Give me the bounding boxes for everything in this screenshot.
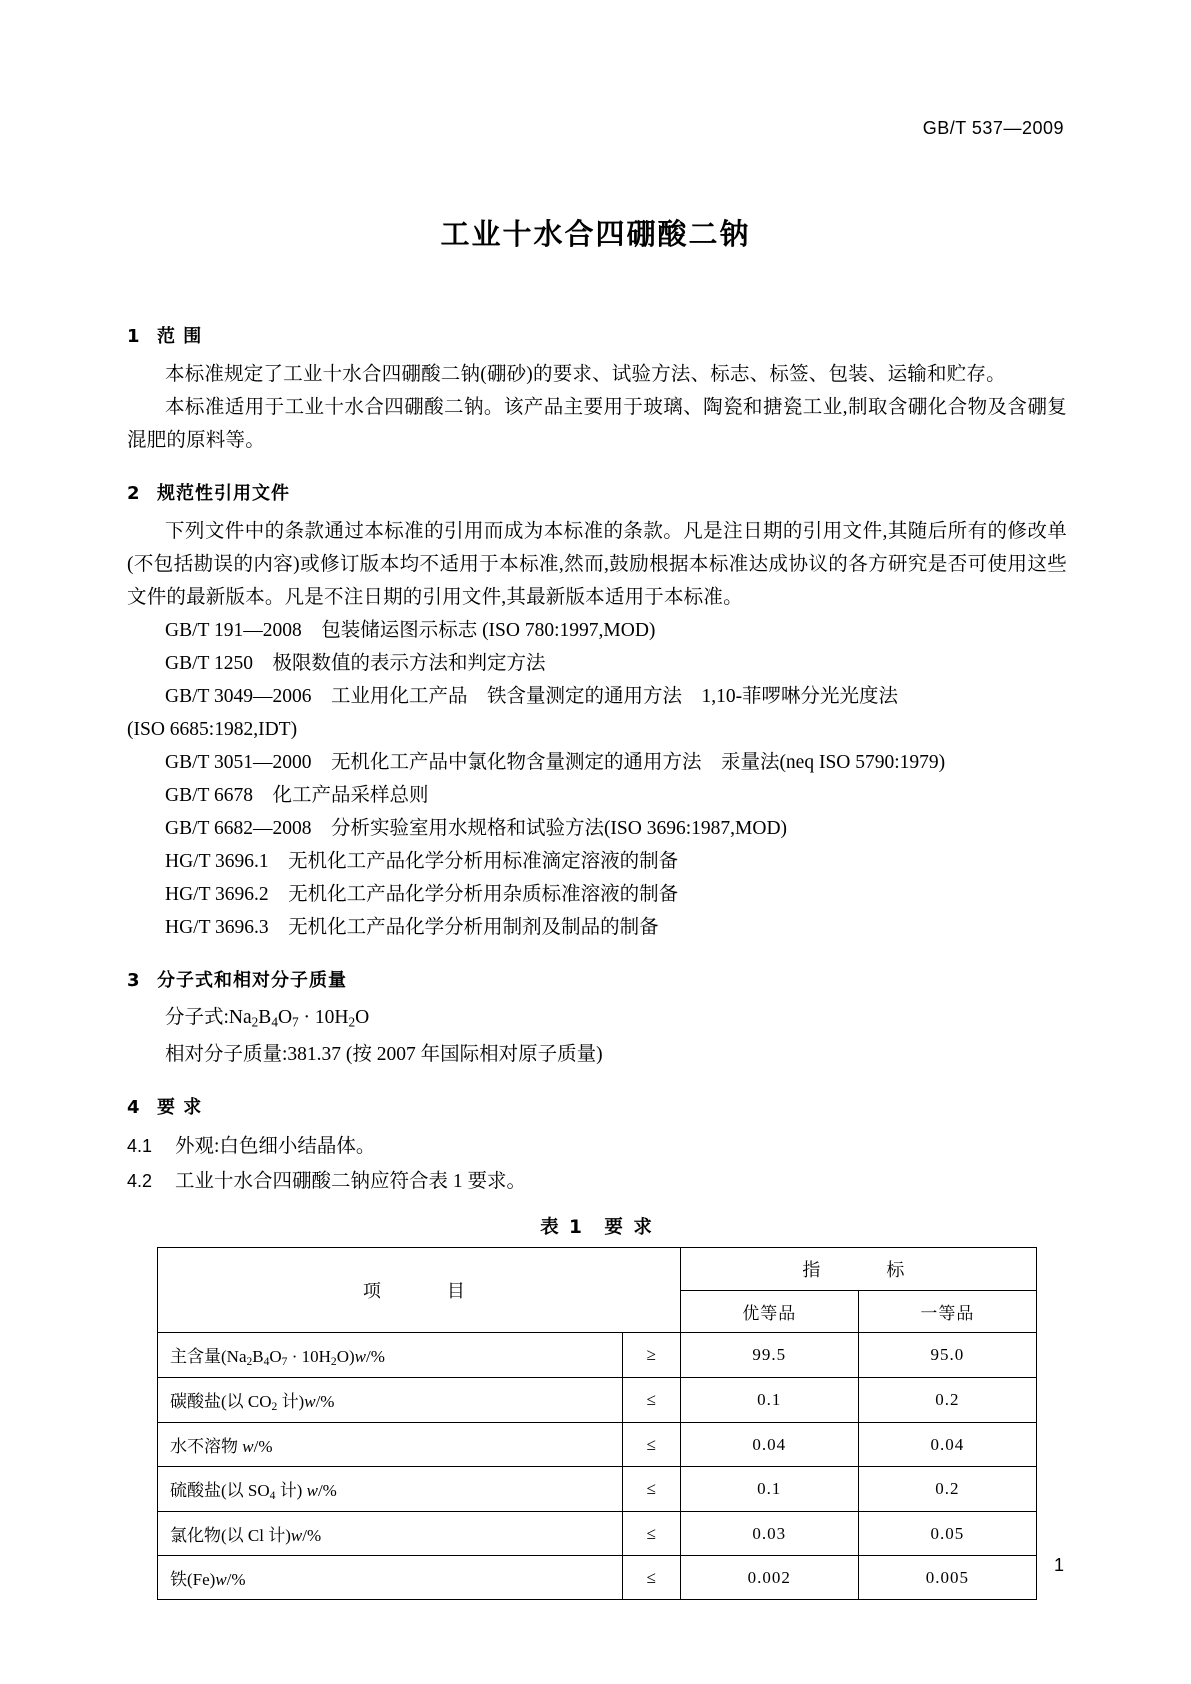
row-item-label: 氯化物(以 Cl 计)w/% [158,1512,623,1556]
row-value-superior: 0.04 [680,1423,858,1467]
section-3-number: 3 [127,970,141,991]
row-symbol: ≤ [622,1377,680,1422]
row-value-first: 0.005 [858,1556,1036,1600]
clause-4-1 [127,1129,1067,1164]
normative-reference: HG/T 3696.2 无机化工产品化学分析用杂质标准溶液的制备 [165,884,679,905]
row-symbol: ≤ [622,1512,680,1556]
table-row [158,1556,1037,1600]
row-value-first: 0.04 [858,1423,1036,1467]
section-4-title: 要 求 [157,1096,203,1118]
normative-reference: GB/T 3051—2000 无机化工产品中氯化物含量测定的通用方法 汞量法(neq ISO 5790:1979) [165,752,946,773]
molecular-formula-value: $Na_2B_4O_7 \cdot 10H_2O$ [228,1007,370,1030]
section-2-number: 2 [127,483,141,504]
row-value-first: 0.2 [858,1467,1036,1512]
clause-4-1-text: 外观:白色细小结晶体。 [175,1135,376,1157]
row-symbol: ≤ [622,1423,680,1467]
normative-reference: GB/T 191—2008 包装储运图示标志 (ISO 780:1997,MOD) [165,620,656,641]
row-symbol: ≥ [622,1332,680,1377]
table-row [158,1377,1037,1422]
clause-4-2-number: 4.2 [127,1170,153,1191]
row-item-label: 铁(Fe)w/% [158,1556,623,1600]
row-symbol: ≤ [622,1467,680,1512]
section-2-paragraph-1: 下列文件中的条款通过本标准的引用而成为本标准的条款。凡是注日期的引用文件,其随后所有的修改单(不包括勘误的内容)或修订版本均不适用于本标准,然而,鼓励根据本标准达成协议的各方研究是否可使用这些文件的最新版本。凡是不注日期的引用文件,其最新版本适用于本标准。 [127,521,1067,608]
relative-molecular-mass-line: 相对分子质量:381.37 (按 2007 年国际相对原子质量) [165,1043,603,1065]
row-item-label: 主含量$(Na_2B_4O_7 \cdot 10H_2O)w/\%$ [158,1332,623,1377]
row-item-label: 水不溶物 w/% [158,1423,623,1467]
normative-reference: HG/T 3696.1 无机化工产品化学分析用标准滴定溶液的制备 [165,851,679,872]
row-value-first: 0.2 [858,1377,1036,1422]
section-1-number: 1 [127,326,141,347]
row-symbol: ≤ [622,1556,680,1600]
row-value-first: 0.05 [858,1512,1036,1556]
section-heading-4 [127,1093,1067,1119]
row-value-superior: 0.03 [680,1512,858,1556]
section-3-title: 分子式和相对分子质量 [157,970,347,991]
page-header-standard-code: GB/T 537—2009 [922,118,1064,138]
row-item-label: 碳酸盐(以 $CO_2$ 计)w/% [158,1377,623,1422]
requirements-table [157,1247,1037,1601]
table-row [158,1467,1037,1512]
normative-reference: GB/T 6682—2008 分析实验室用水规格和试验方法(ISO 3696:1987,MOD) [165,818,788,839]
page-number: 1 [1053,1555,1064,1575]
clause-4-2-text: 工业十水合四硼酸二钠应符合表 1 要求。 [175,1170,527,1192]
normative-reference: GB/T 3049—2006 工业用化工产品 铁含量测定的通用方法 1,10-菲啰啉分光光度法 [165,686,899,707]
section-1-title: 范 围 [157,326,203,347]
row-item-label: 硫酸盐(以 $SO_4$ 计) w/% [158,1467,623,1512]
section-1-paragraph-1: 本标准规定了工业十水合四硼酸二钠(硼砂)的要求、试验方法、标志、标签、包装、运输和贮存。 [165,364,1006,385]
clause-4-2 [127,1164,1067,1199]
table-header-row-1 [158,1247,1037,1290]
table-header-index: 指 标 [680,1247,1036,1290]
row-value-superior: 0.002 [680,1556,858,1600]
document-content [127,300,1067,1600]
table-row [158,1332,1037,1377]
row-value-superior: 0.1 [680,1377,858,1422]
table-header-grade-first: 一等品 [858,1290,1036,1332]
normative-reference: GB/T 1250 极限数值的表示方法和判定方法 [165,653,546,674]
section-1-paragraph-2: 本标准适用于工业十水合四硼酸二钠。该产品主要用于玻璃、陶瓷和搪瓷工业,制取含硼化合物及含硼复混肥的原料等。 [127,397,1067,451]
table-caption: 表 1 要 求 [540,1216,654,1238]
section-4-number: 4 [127,1096,141,1118]
row-value-superior: 99.5 [680,1332,858,1377]
table-header-grade-superior: 优等品 [680,1290,858,1332]
clause-4-1-number: 4.1 [127,1135,153,1156]
row-value-first: 95.0 [858,1332,1036,1377]
normative-reference: GB/T 6678 化工产品采样总则 [165,785,429,806]
molecular-formula-label: 分子式: [165,1007,229,1028]
normative-reference-continuation: (ISO 6685:1982,IDT) [127,719,298,740]
table-row [158,1423,1037,1467]
section-heading-1 [127,322,1067,348]
table-row [158,1512,1037,1556]
normative-reference: HG/T 3696.3 无机化工产品化学分析用制剂及制品的制备 [165,917,659,938]
row-value-superior: 0.1 [680,1467,858,1512]
section-heading-2 [127,479,1067,505]
table-header-item: 项 目 [158,1247,681,1332]
section-heading-3 [127,966,1067,992]
molecular-formula-line [127,1002,1067,1039]
page-title: 工业十水合四硼酸二钠 [440,217,751,251]
section-2-title: 规范性引用文件 [157,483,290,504]
